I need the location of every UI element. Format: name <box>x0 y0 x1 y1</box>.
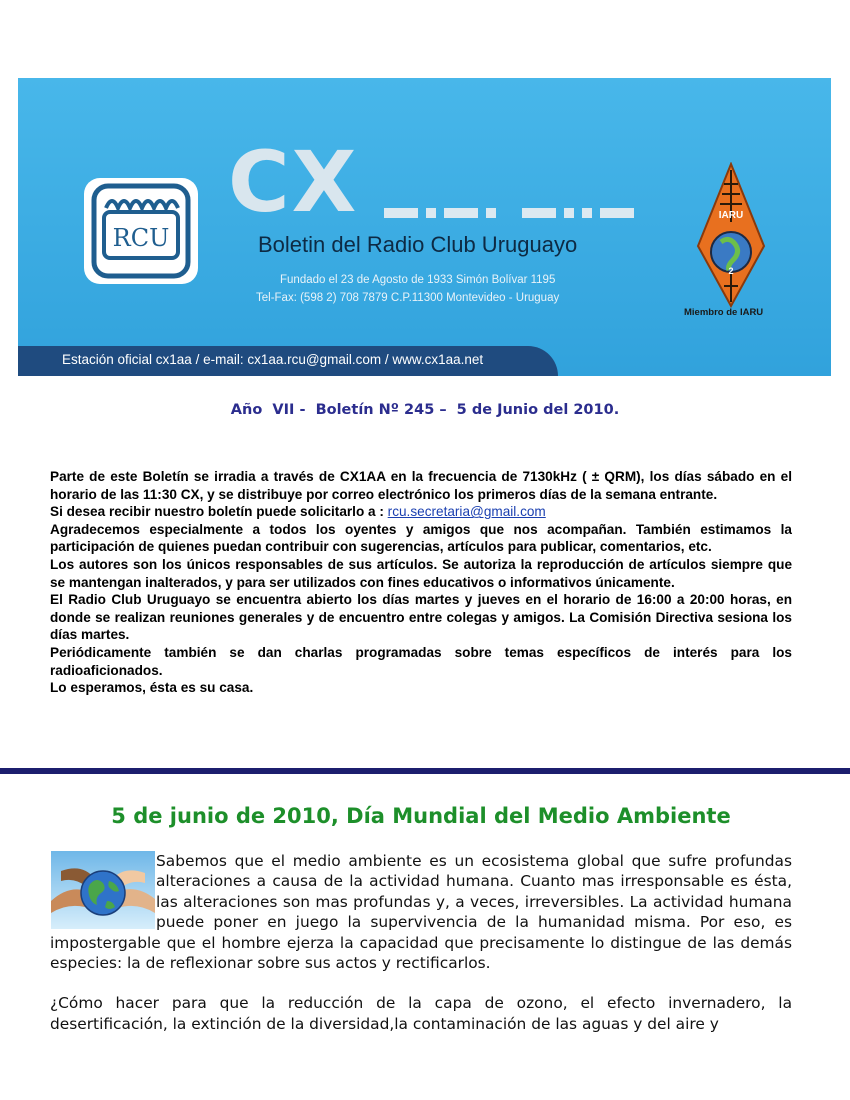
logo-text: RCU <box>112 224 170 252</box>
article-paragraph: ¿Cómo hacer para que la reducción de la capa de ozono, el efecto invernadero, la desertificación, la extinción de la diversidad,la contaminación de las aguas y del aire y <box>50 994 792 1033</box>
article-body <box>50 851 792 1054</box>
article-title: 5 de junio de 2010, Día Mundial del Medio Ambiente <box>111 804 731 828</box>
rcu-emblem-icon <box>84 178 198 284</box>
intro-paragraph: El Radio Club Uruguayo se encuentra abierto los días martes y jueves en el horario de 16:00 a 20:00 horas, en donde se realizan reuniones generales y de encuentro entre colegas y amigos. La Comisión Directiva sesiona los días martes. <box>50 592 792 643</box>
intro-paragraph: Lo esperamos, ésta es su casa. <box>50 680 254 696</box>
intro-block <box>50 468 792 697</box>
secretary-email-link[interactable]: rcu.secretaria@gmail.com <box>387 504 546 520</box>
contact-line: Tel-Fax: (598 2) 708 7879 C.P.11300 Montevideo - Uruguay <box>256 292 560 304</box>
contact-bar-text: Estación oficial cx1aa / e-mail: cx1aa.rcu@gmail.com / www.cx1aa.net <box>62 352 484 367</box>
rcu-logo <box>84 178 198 284</box>
subscribe-label: Si desea recibir nuestro boletín puede solicitarlo a : <box>50 504 388 520</box>
article-paragraph: Sabemos que el medio ambiente es un ecosistema global que sufre profundas alteraciones a causa de la actividad humana. Cuanto mas irresponsable es ésta, las alteraciones son mas profundas y, a veces, irreversibles. La actividad humana puede poner en juego la supervivencia de la humanidad misma. Por eso, es impostergable que el hombre ejerza la capacidad que precisamente lo distingue de las demás especies: la de reflexionar sobre sus actos y rectificarlos. <box>50 852 792 973</box>
cx-wordmark: CX <box>228 133 359 231</box>
section-divider <box>0 768 850 774</box>
morse-code-icon <box>384 202 654 222</box>
issue-line: Año VII - Boletín Nº 245 – 5 de Junio del 2010. <box>230 402 620 418</box>
intro-paragraph: Periódicamente también se dan charlas programadas sobre temas específicos de interés para los radioaficionados. <box>50 644 792 678</box>
header-banner <box>18 78 831 376</box>
bulletin-title: Boletin del Radio Club Uruguayo <box>258 232 578 257</box>
intro-paragraph: Parte de este Boletín se irradia a través de CX1AA en la frecuencia de 7130kHz ( ± QRM), los días sábado en el horario de las 11:30 CX, y se distribuye por correo electrónico los primeros días de la semana entrante. <box>50 469 792 502</box>
intro-paragraph: Los autores son los únicos responsables de sus artículos. Se autoriza la reproducción de artículos siempre que se mantengan inalterados, y para ser utilizados con fines educativos o informativos únicamente. <box>50 556 792 590</box>
iaru-caption: Miembro de IARU <box>684 307 764 318</box>
banner-contact-bar <box>18 346 558 376</box>
intro-subscribe-line <box>50 503 792 521</box>
iaru-region-text: 2 <box>728 266 734 276</box>
iaru-emblem-icon <box>694 162 768 308</box>
iaru-badge-text: IARU <box>718 210 744 221</box>
intro-paragraph: Agradecemos especialmente a todos los oyentes y amigos que nos acompañan. También estimamos la participación de quienes puedan contribuir con sugerencias, artículos para publicar, comentarios, etc. <box>50 521 792 555</box>
image-float-spacer <box>50 851 156 931</box>
founded-line: Fundado el 23 de Agosto de 1933 Simón Bolívar 1195 <box>280 274 556 286</box>
